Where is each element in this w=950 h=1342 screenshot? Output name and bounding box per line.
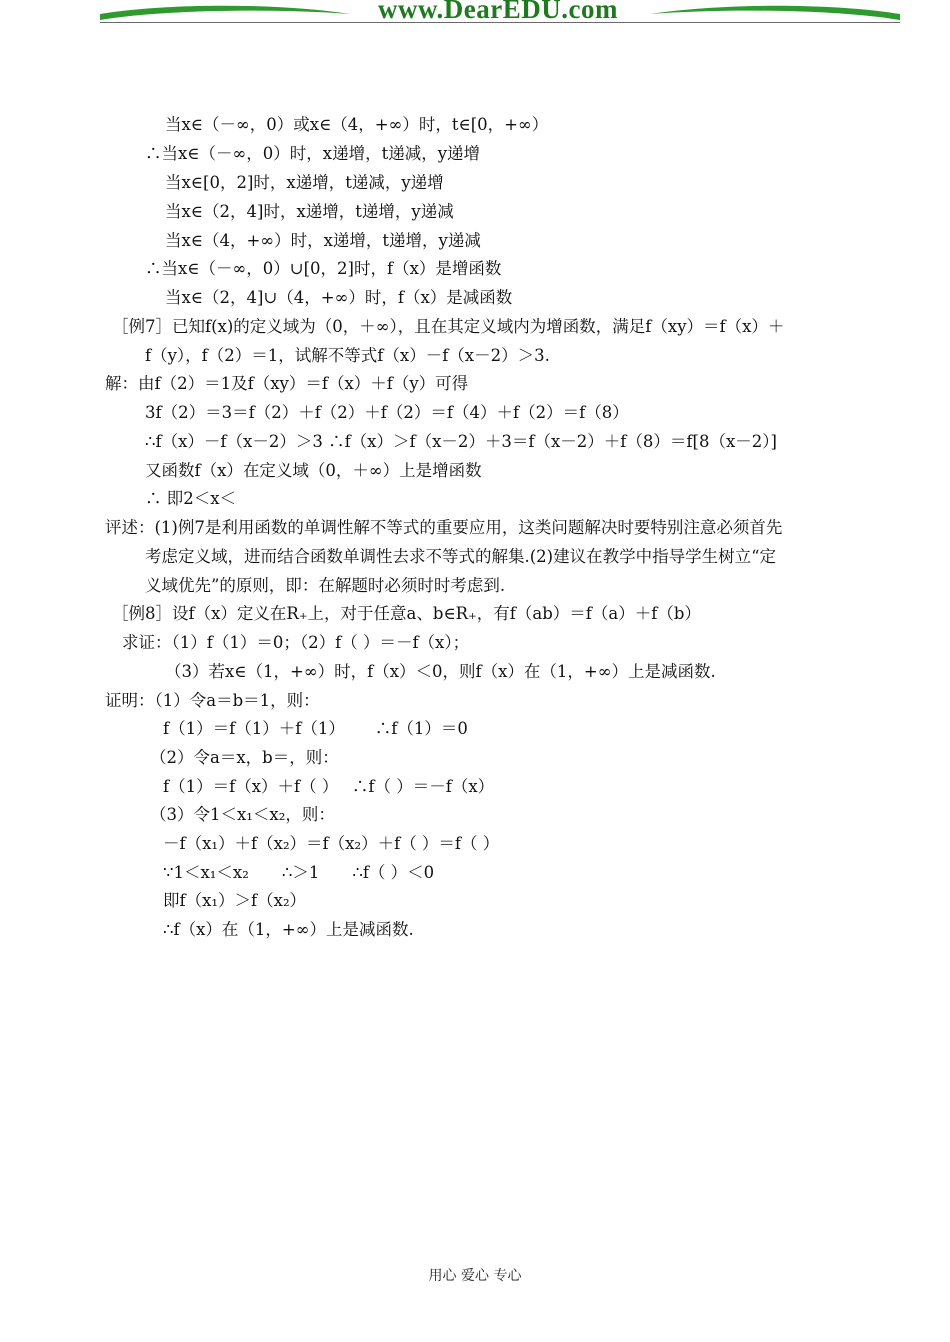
text-line: f（1）＝f（1）＋f（1） ∴f（1）＝0 bbox=[163, 719, 468, 738]
right-swoosh bbox=[650, 6, 900, 20]
text-line: 又函数f（x）在定义域（0，＋∞）上是增函数 bbox=[145, 461, 482, 480]
text-line: 当x∈（－∞，0）或x∈（4，+∞）时，t∈[0，+∞） bbox=[165, 115, 549, 134]
text-line: 义域优先”的原则，即：在解题时必须时时考虑到. bbox=[145, 576, 506, 595]
page-header bbox=[100, 0, 900, 28]
solution-heading: 解：由f（2）＝1及f（xy）＝f（x）＋f（y）可得 bbox=[105, 374, 469, 393]
text-line: ∴当x∈（－∞，0）时，x递增，t递减，y递增 bbox=[145, 144, 481, 163]
text-line: ∴当x∈（－∞，0）∪[0，2]时，f（x）是增函数 bbox=[145, 259, 502, 278]
comment-heading: 评述：(1)例7是利用函数的单调性解不等式的重要应用，这类问题解决时要特别注意必须首先 bbox=[105, 518, 783, 537]
text-line: f（1）＝f（x）＋f（ ） ∴f（ ）＝－f（x） bbox=[163, 777, 495, 796]
page-footer: 用心 爱心 专心 bbox=[428, 1268, 522, 1284]
text-line: （3）令1＜x₁＜x₂，则： bbox=[150, 805, 335, 824]
text-line: 3f（2）＝3＝f（2）＋f（2）＋f（2）＝f（4）＋f（2）＝f（8） bbox=[145, 403, 629, 422]
text-line: 当x∈（2，4]时，x递增，t递增，y递减 bbox=[165, 202, 454, 221]
text-line: 当x∈（4，+∞）时，x递增，t递增，y递减 bbox=[165, 231, 481, 250]
text-line: f（y），f（2）＝1，试解不等式f（x）－f（x－2）＞3. bbox=[145, 346, 550, 365]
text-line: 即f（x₁）＞f（x₂） bbox=[163, 891, 307, 910]
text-line: ∴f（x）－f（x－2）＞3 ∴f（x）＞f（x－2）＋3＝f（x－2）＋f（8）＝f[8（x－2）] bbox=[145, 432, 777, 451]
text-line: 当x∈（2，4]∪（4，+∞）时，f（x）是减函数 bbox=[165, 288, 513, 307]
text-line: 考虑定义域，进而结合函数单调性去求不等式的解集.(2)建议在教学中指导学生树立“定 bbox=[145, 547, 777, 566]
text-line: 当x∈[0，2]时，x递增，t递减，y递增 bbox=[165, 173, 444, 192]
proof-heading: 证明：（1）令a＝b＝1，则： bbox=[105, 691, 320, 710]
text-line: ∴f（x）在（1，+∞）上是减函数. bbox=[163, 920, 414, 939]
text-line: ∵1＜x₁＜x₂ ∴＞1 ∴f（ ）＜0 bbox=[163, 863, 435, 882]
example-heading: ［例8］设f（x）定义在R₊上，对于任意a、b∈R₊，有f（ab）＝f（a）＋f（b） bbox=[112, 604, 701, 623]
left-swoosh bbox=[100, 6, 350, 20]
text-line: －f（x₁）＋f（x₂）＝f（x₂）＋f（ ）＝f（ ） bbox=[163, 834, 500, 853]
text-line: （3）若x∈（1，+∞）时，f（x）＜0，则f（x）在（1，+∞）上是减函数. bbox=[165, 662, 716, 681]
text-line: ∴ 即2＜x＜ bbox=[145, 489, 237, 508]
text-line: （2）令a＝x，b＝，则： bbox=[150, 748, 339, 767]
site-logo[interactable]: www.DearEDU.com bbox=[378, 0, 618, 24]
example-heading: ［例7］已知f(x)的定义域为（0，＋∞），且在其定义域内为增函数，满足f（xy）＝f（x）＋ bbox=[112, 317, 785, 336]
text-line: 求证：（1）f（1）＝0；（2）f（ ）＝－f（x）； bbox=[122, 633, 470, 652]
